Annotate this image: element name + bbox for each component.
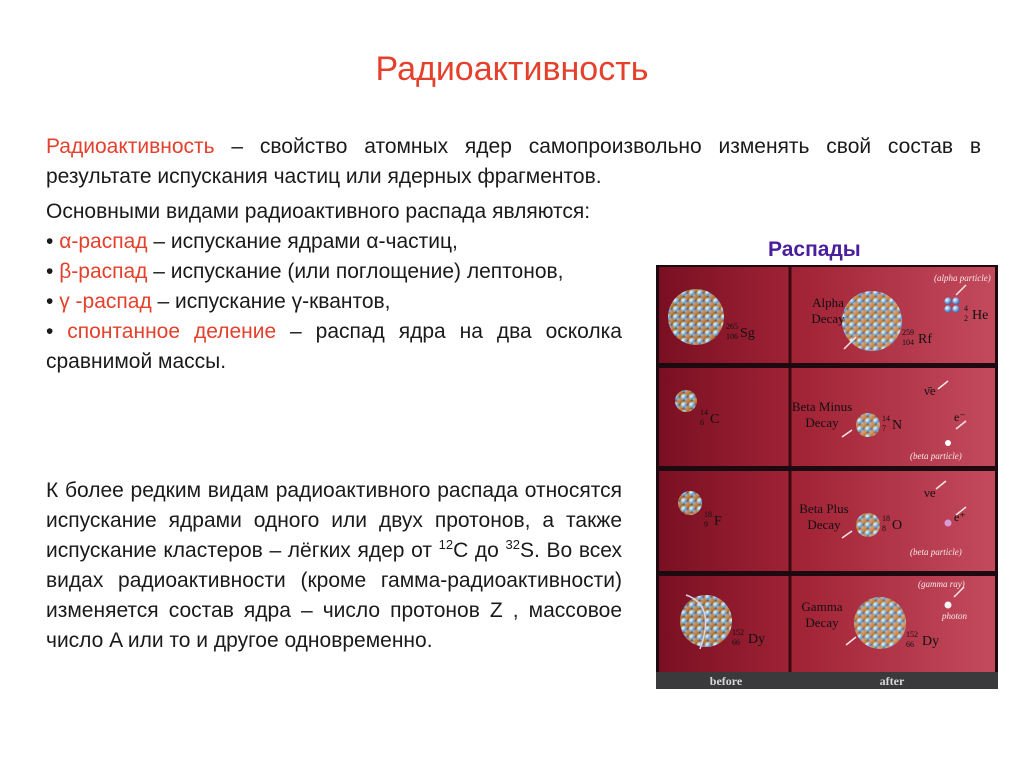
slide-title: Радиоактивность (375, 50, 649, 88)
decay-type-item (46, 317, 622, 377)
after-label: after (879, 674, 905, 688)
mass-number: 14 (700, 408, 708, 417)
element-symbol: F (714, 514, 722, 529)
atomic-number: 66 (906, 640, 914, 649)
decay-type-term: спонтанное деление (67, 320, 277, 343)
rare-text-2: C до (453, 539, 506, 562)
particle-note: (beta particle) (910, 451, 962, 461)
antineutrino-symbol: ν̄e (924, 383, 936, 398)
before-label: before (709, 674, 743, 688)
decay-label: Beta Plus (799, 501, 849, 516)
decay-type-item (46, 227, 622, 257)
element-symbol: O (892, 518, 903, 533)
particle-note: (alpha particle) (934, 273, 991, 283)
rare-text-1: К более редким видам радиоактивного распада относятся испускание ядрами одного или двух протонов, а также испускание кластеров – лёгких ядер от (46, 479, 622, 562)
decay-type-term: γ -распад (59, 290, 152, 313)
definition-term: Радиоактивность (46, 135, 215, 158)
alpha-particle (943, 296, 961, 314)
photon-label: photon (942, 611, 968, 621)
rare-text-3: S. Во всех видах радиоактивности (кроме гамма-радиоактивности) изменяется состав ядра – число протонов Z , массовое число A или то и другое одновременно. (46, 539, 622, 652)
decay-label: Decay (805, 415, 839, 430)
mass-number: 4 (964, 304, 968, 313)
figure-title: Распады (768, 238, 861, 261)
electron-symbol: e⁻ (954, 410, 966, 424)
bullet: • (46, 320, 54, 343)
decay-label: Decay (805, 615, 839, 630)
atomic-number: 104 (902, 338, 914, 347)
definition-paragraph (46, 132, 981, 192)
mass-number: 18 (704, 510, 712, 519)
bullet: • (46, 290, 54, 313)
particle-note: (beta particle) (910, 547, 962, 557)
atomic-number: 9 (704, 520, 708, 529)
mass-number: 14 (882, 414, 890, 423)
superscript: 12 (438, 537, 454, 552)
rare-decays-paragraph (46, 476, 622, 656)
element-symbol: C (710, 412, 720, 427)
electron (945, 440, 951, 446)
gamma-decay-panel (659, 576, 995, 672)
decay-types-paragraph (46, 197, 622, 377)
photon-dot (945, 602, 952, 609)
decay-type-text: – испускание (или поглощение) лептонов, (147, 260, 564, 283)
superscript: 32 (505, 537, 520, 552)
decay-label: Beta Minus (791, 399, 853, 414)
decay-type-term: α-распад (59, 230, 148, 253)
definition-text: – свойство атомных ядер самопроизвольно изменять свой состав в результате испускания частиц или ядерных фрагментов. (46, 135, 981, 188)
element-symbol: Dy (922, 634, 940, 649)
element-symbol: N (892, 418, 903, 433)
neutrino-symbol: νe (924, 485, 936, 500)
element-symbol: Rf (918, 332, 932, 347)
atomic-number: 6 (700, 418, 704, 427)
beta-plus-decay-panel (659, 471, 995, 571)
mass-number: 152 (906, 630, 918, 639)
decay-label: Gamma (801, 599, 843, 614)
bullet: • (46, 230, 54, 253)
decay-label: Decay (807, 517, 841, 532)
figure-footer (656, 672, 998, 689)
beta-minus-decay-panel (659, 368, 995, 466)
atomic-number: 106 (726, 332, 738, 341)
decay-type-text: – испускание ядрами α-частиц, (147, 230, 458, 253)
element-symbol: He (972, 308, 989, 323)
decay-type-item (46, 287, 622, 317)
positron (945, 520, 952, 527)
mass-number: 259 (902, 328, 914, 337)
decay-type-text: – распад ядра на два осколка сравнимой массы. (46, 320, 622, 373)
decay-types-lead: Основными видами радиоактивного распада являются: (46, 200, 591, 223)
decay-label: Decay (811, 311, 845, 326)
bullet: • (46, 260, 54, 283)
decay-type-item (46, 257, 622, 287)
atomic-number: 7 (882, 424, 886, 433)
atomic-number: 66 (732, 638, 740, 647)
decay-type-term: β-распад (59, 260, 148, 283)
decay-type-text: – испускание γ-квантов, (151, 290, 391, 313)
particle-note: (gamma ray) (918, 579, 965, 589)
positron-symbol: e⁺ (954, 510, 966, 524)
decay-label: Alpha (812, 295, 844, 310)
element-symbol: Dy (748, 632, 766, 647)
decay-figure (656, 265, 998, 689)
alpha-decay-panel (659, 267, 995, 363)
mass-number: 152 (732, 628, 744, 637)
element-symbol: Sg (740, 326, 755, 341)
mass-number: 265 (726, 322, 738, 331)
mass-number: 18 (882, 514, 890, 523)
atomic-number: 8 (882, 524, 886, 533)
atomic-number: 2 (964, 314, 968, 323)
